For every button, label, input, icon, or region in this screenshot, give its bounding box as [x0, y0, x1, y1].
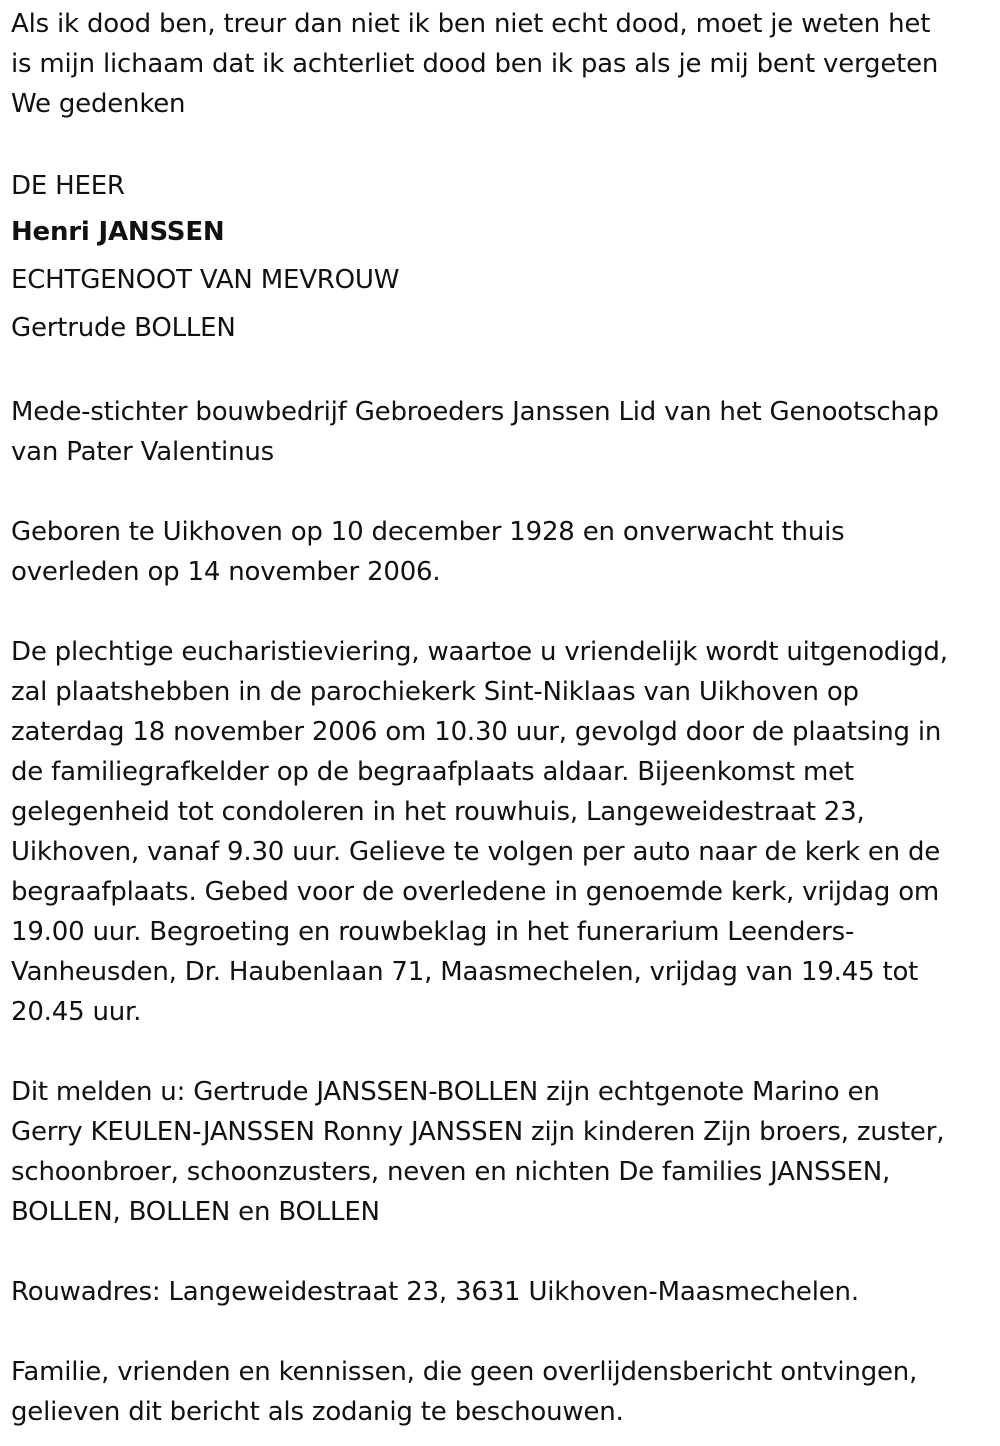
poem-line: We gedenken	[11, 89, 186, 119]
ceremony-line: 20.45 uur.	[11, 997, 142, 1027]
poem-paragraph	[11, 4, 990, 124]
title-line: DE HEER	[11, 171, 125, 201]
announcers-line: BOLLEN, BOLLEN en BOLLEN	[11, 1197, 380, 1227]
ceremony-line: De plechtige eucharistieviering, waartoe u vriendelijk wordt uitgenodigd,	[11, 637, 948, 667]
announcers-line: Gerry KEULEN-JANSSEN Ronny JANSSEN zijn kinderen Zijn broers, zuster,	[11, 1117, 945, 1147]
ceremony-paragraph	[11, 632, 990, 1032]
affiliations-paragraph	[11, 392, 990, 472]
poem-line: Als ik dood ben, treur dan niet ik ben niet echt dood, moet je weten het	[11, 9, 931, 39]
affiliation-line: Mede-stichter bouwbedrijf Gebroeders Janssen Lid van het Genootschap	[11, 397, 939, 427]
announcers-paragraph	[11, 1072, 990, 1232]
birth-death-line: overleden op 14 november 2006.	[11, 557, 441, 587]
deceased-name: Henri JANSSEN	[11, 217, 225, 247]
ceremony-line: Vanheusden, Dr. Haubenlaan 71, Maasmechelen, vrijdag van 19.45 tot	[11, 957, 919, 987]
announcers-line: Dit melden u: Gertrude JANSSEN-BOLLEN zijn echtgenote Marino en	[11, 1077, 880, 1107]
announcers-line: schoonbroer, schoonzusters, neven en nichten De families JANSSEN,	[11, 1157, 891, 1187]
ceremony-line: zaterdag 18 november 2006 om 10.30 uur, gevolgd door de plaatsing in	[11, 717, 942, 747]
birth-death-paragraph	[11, 512, 990, 592]
ceremony-line: begraafplaats. Gebed voor de overledene in genoemde kerk, vrijdag om	[11, 877, 940, 907]
spouse-name: Gertrude BOLLEN	[11, 313, 236, 343]
poem-line: is mijn lichaam dat ik achterliet dood ben ik pas als je mij bent vergeten	[11, 49, 939, 79]
ceremony-line: zal plaatshebben in de parochiekerk Sint-Niklaas van Uikhoven op	[11, 677, 859, 707]
closing-line: gelieven dit bericht als zodanig te beschouwen.	[11, 1397, 624, 1427]
ceremony-line: de familiegrafkelder op de begraafplaats aldaar. Bijeenkomst met	[11, 757, 854, 787]
address-line: Rouwadres: Langeweidestraat 23, 3631 Uikhoven-Maasmechelen.	[11, 1277, 859, 1307]
ceremony-line: Uikhoven, vanaf 9.30 uur. Gelieve te volgen per auto naar de kerk en de	[11, 837, 941, 867]
ceremony-line: gelegenheid tot condoleren in het rouwhuis, Langeweidestraat 23,	[11, 797, 865, 827]
spouse-label: ECHTGENOOT VAN MEVROUW	[11, 265, 400, 295]
affiliation-line: van Pater Valentinus	[11, 437, 274, 467]
closing-paragraph	[11, 1352, 990, 1432]
address-paragraph	[11, 1272, 990, 1312]
birth-death-line: Geboren te Uikhoven op 10 december 1928 en onverwacht thuis	[11, 517, 845, 547]
ceremony-line: 19.00 uur. Begroeting en rouwbeklag in het funerarium Leenders-	[11, 917, 855, 947]
closing-line: Familie, vrienden en kennissen, die geen overlijdensbericht ontvingen,	[11, 1357, 918, 1387]
